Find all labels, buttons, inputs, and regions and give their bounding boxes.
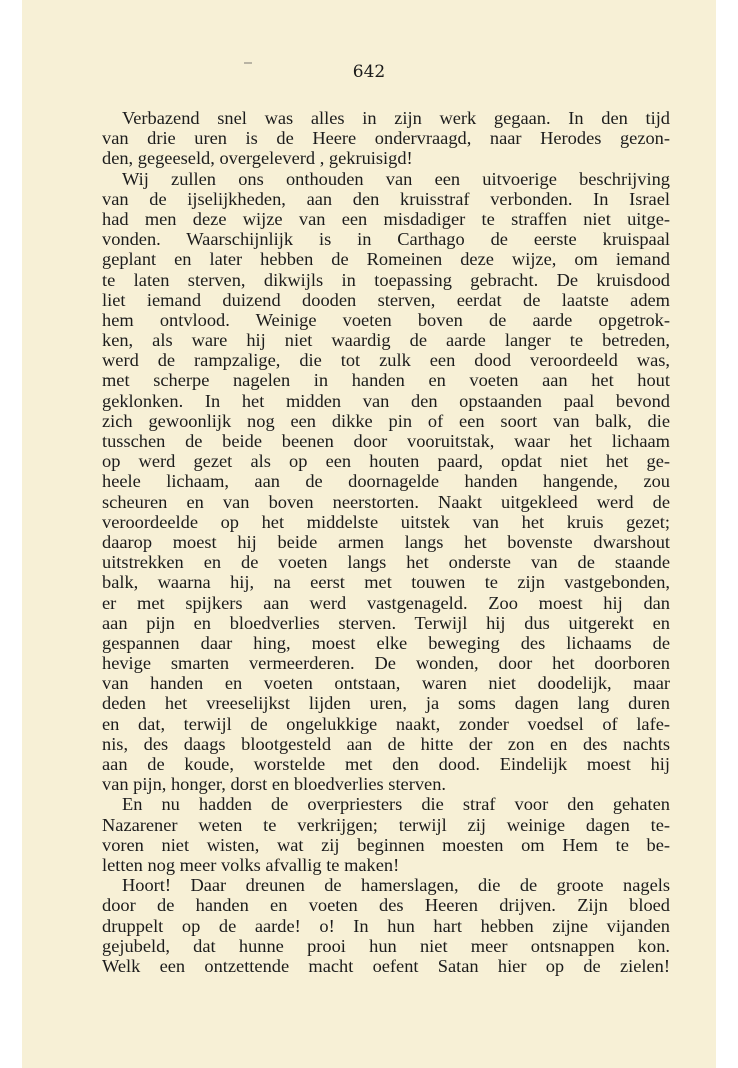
text-line: Wij zullen ons onthouden van een uitvoerige beschrijving <box>122 168 670 189</box>
text-line: door de handen en voeten des Heeren drijven. Zijn bloed <box>102 895 670 916</box>
text-line: werd de rampzalige, die tot zulk een dood veroordeeld was, <box>102 350 670 371</box>
book-page <box>22 0 716 1068</box>
body-text <box>102 108 670 976</box>
text-line: voren niet wisten, wat zij beginnen moesten om Hem te be- <box>102 834 670 855</box>
text-line: Welk een ontzettende macht oefent Satan hier op de zielen! <box>102 955 670 976</box>
text-line: had men deze wijze van een misdadiger te straffen niet uitge- <box>102 208 670 229</box>
text-line: deden het vreeselijkst lijden uren, ja soms dagen lang duren <box>102 693 670 714</box>
text-line: uitstrekken en de voeten langs het onderste van de staande <box>102 552 670 573</box>
text-line: van drie uren is de Heere ondervraagd, naar Herodes gezon- <box>102 128 670 149</box>
text-line: aan pijn en bloedverlies sterven. Terwijl hij dus uitgerekt en <box>102 612 670 633</box>
text-line: er met spijkers aan werd vastgenageld. Zoo moest hij dan <box>102 592 670 613</box>
text-line: van de ijselijkheden, aan den kruisstraf verbonden. In Israel <box>102 188 670 209</box>
text-line: druppelt op de aarde! o! In hun hart hebben zijne vijanden <box>102 915 670 936</box>
text-line: geplant en later hebben de Romeinen deze wijze, om iemand <box>102 249 670 270</box>
text-line: hem ontvlood. Weinige voeten boven de aarde opgetrok- <box>102 309 670 330</box>
text-line: geklonken. In het midden van den opstaanden paal bevond <box>102 390 670 411</box>
text-line: van pijn, honger, dorst en bloedverlies sterven. <box>102 774 446 795</box>
text-line: gespannen daar hing, moest elke beweging des lichaams de <box>102 632 670 653</box>
text-line: letten nog meer volks afvallig te maken! <box>102 854 400 875</box>
text-line: balk, waarna hij, na eerst met touwen te zijn vastgebonden, <box>102 572 670 593</box>
text-line: Nazarener weten te verkrijgen; terwijl zij weinige dagen te- <box>102 814 670 835</box>
text-line: en dat, terwijl de ongelukkige naakt, zonder voedsel of lafe- <box>102 713 670 734</box>
text-line: van handen en voeten ontstaan, waren niet doodelijk, maar <box>102 673 670 694</box>
text-line: tusschen de beide beenen door vooruitstak, waar het lichaam <box>102 431 670 451</box>
text-line: En nu hadden de overpriesters die straf voor den gehaten <box>122 794 670 815</box>
text-line: vonden. Waarschijnlijk is in Carthago de eerste kruispaal <box>102 229 670 250</box>
text-line: scheuren en van boven neerstorten. Naakt uitgekleed werd de <box>102 491 670 512</box>
text-line: Hoort! Daar dreunen de hamerslagen, die de groote nagels <box>122 875 670 896</box>
text-line: te laten sterven, dikwijls in toepassing gebracht. De kruisdood <box>102 269 670 290</box>
text-line: aan de koude, worstelde met den dood. Eindelijk moest hij <box>102 754 670 774</box>
text-line: veroordeelde op het middelste uitstek van het kruis gezet; <box>102 511 670 532</box>
text-line: op werd gezet als op een houten paard, opdat niet het ge- <box>102 451 670 472</box>
text-line: daarop moest hij beide armen langs het bovenste dwarshout <box>102 531 670 552</box>
text-line: hevige smarten vermeerderen. De wonden, door het doorboren <box>102 653 670 674</box>
text-line: nis, des daags blootgesteld aan de hitte der zon en des nachts <box>102 733 670 754</box>
text-line: liet iemand duizend dooden sterven, eerdat de laatste adem <box>102 289 670 310</box>
text-line: gejubeld, dat hunne prooi hun niet meer ontsnappen kon. <box>102 935 670 956</box>
page-number: 642 <box>352 62 386 82</box>
text-line: zich gewoonlijk nog een dikke pin of een soort van balk, die <box>102 410 670 431</box>
text-line: ken, als ware hij niet waardig de aarde langer te betreden, <box>102 330 670 351</box>
text-line: den, gegeeseld, overgeleverd , gekruisigd! <box>102 148 413 169</box>
text-line: heele lichaam, aan de doornagelde handen hangende, zou <box>102 471 670 492</box>
text-line: met scherpe nagelen in handen en voeten aan het hout <box>102 370 670 391</box>
text-line: Verbazend snel was alles in zijn werk gegaan. In den tijd <box>122 108 670 128</box>
